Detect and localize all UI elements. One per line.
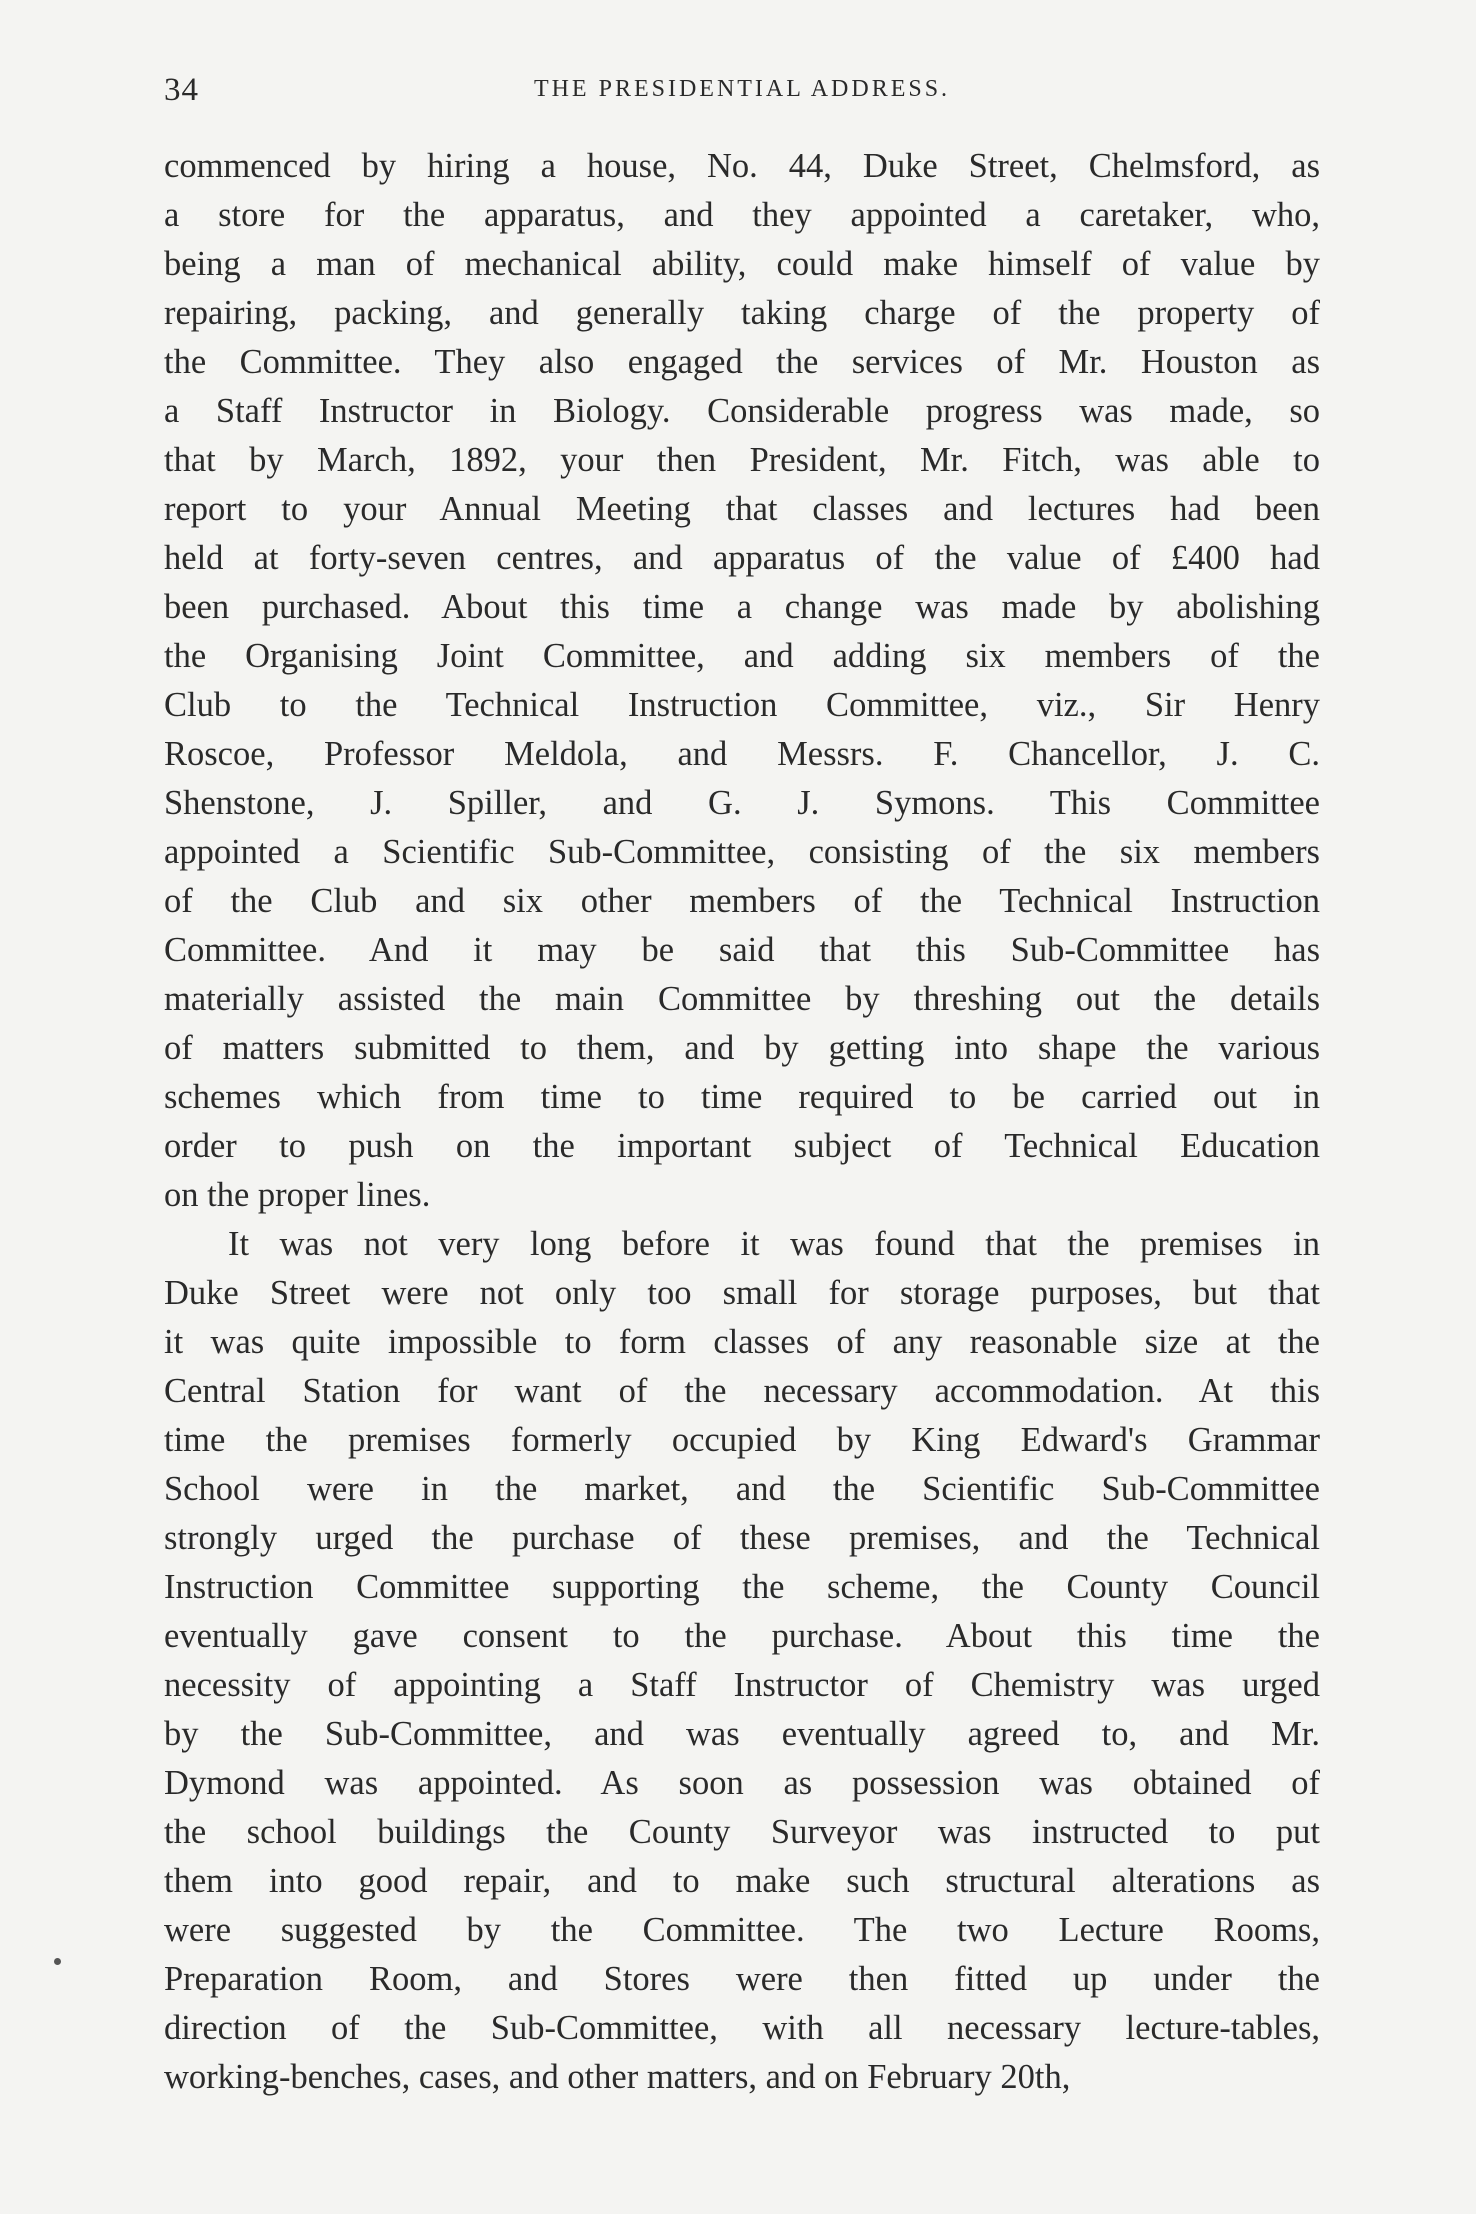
text-line: it was quite impossible to form classes of any reasonable size at the: [164, 1323, 1320, 1361]
text-line: of matters submitted to them, and by getting into shape the various: [164, 1029, 1320, 1067]
text-line: direction of the Sub-Committee, with all necessary lecture-tables,: [164, 2009, 1320, 2047]
text-line: Club to the Technical Instruction Committee, viz., Sir Henry: [164, 686, 1320, 724]
text-line: Shenstone, J. Spiller, and G. J. Symons. This Committee: [164, 784, 1320, 822]
text-line: commenced by hiring a house, No. 44, Duke Street, Chelmsford, as: [164, 147, 1320, 185]
text-line: Central Station for want of the necessary accommodation. At this: [164, 1372, 1320, 1410]
text-line: School were in the market, and the Scientific Sub-Committee: [164, 1470, 1320, 1508]
text-line: Dymond was appointed. As soon as possession was obtained of: [164, 1764, 1320, 1802]
text-line: schemes which from time to time required to be carried out in: [164, 1078, 1320, 1116]
text-line: order to push on the important subject of Technical Education: [164, 1127, 1320, 1165]
text-line: Roscoe, Professor Meldola, and Messrs. F. Chancellor, J. C.: [164, 735, 1320, 773]
text-line: a store for the apparatus, and they appointed a caretaker, who,: [164, 196, 1320, 234]
text-line: a Staff Instructor in Biology. Considerable progress was made, so: [164, 392, 1320, 430]
running-title: THE PRESIDENTIAL ADDRESS.: [533, 76, 951, 102]
text-line: them into good repair, and to make such structural alterations as: [164, 1862, 1320, 1900]
text-line: that by March, 1892, your then President, Mr. Fitch, was able to: [164, 441, 1320, 479]
text-line: Duke Street were not only too small for storage purposes, but that: [164, 1274, 1320, 1312]
text-line: held at forty-seven centres, and apparatus of the value of £400 had: [164, 539, 1320, 577]
text-line: working-benches, cases, and other matters, and on February 20th,: [164, 2058, 1071, 2096]
text-line: on the proper lines.: [164, 1176, 431, 1214]
text-line: the Organising Joint Committee, and adding six members of the: [164, 637, 1320, 675]
text-line: Preparation Room, and Stores were then fitted up under the: [164, 1960, 1320, 1998]
text-line: by the Sub-Committee, and was eventually agreed to, and Mr.: [164, 1715, 1320, 1753]
text-line: necessity of appointing a Staff Instructor of Chemistry was urged: [164, 1666, 1320, 1704]
text-line: the school buildings the County Surveyor was instructed to put: [164, 1813, 1320, 1851]
text-line: Instruction Committee supporting the scheme, the County Council: [164, 1568, 1320, 1606]
text-line: repairing, packing, and generally taking charge of the property of: [164, 294, 1320, 332]
text-line: appointed a Scientific Sub-Committee, consisting of the six members: [164, 833, 1320, 871]
text-line: of the Club and six other members of the Technical Instruction: [164, 882, 1320, 920]
text-line: It was not very long before it was found that the premises in: [228, 1225, 1320, 1263]
text-line: being a man of mechanical ability, could make himself of value by: [164, 245, 1320, 283]
text-line: been purchased. About this time a change was made by abolishing: [164, 588, 1320, 626]
page-number: 34: [164, 72, 199, 108]
text-line: the Committee. They also engaged the services of Mr. Houston as: [164, 343, 1320, 381]
running-head: [164, 72, 1320, 122]
text-line: time the premises formerly occupied by King Edward's Grammar: [164, 1421, 1320, 1459]
text-line: Committee. And it may be said that this Sub-Committee has: [164, 931, 1320, 969]
body-text: [164, 142, 1320, 2102]
text-line: materially assisted the main Committee by threshing out the details: [164, 980, 1320, 1018]
text-line: report to your Annual Meeting that classes and lectures had been: [164, 490, 1320, 528]
text-line: were suggested by the Committee. The two Lecture Rooms,: [164, 1911, 1320, 1949]
print-speck: [54, 1958, 61, 1965]
text-line: strongly urged the purchase of these premises, and the Technical: [164, 1519, 1320, 1557]
text-line: eventually gave consent to the purchase. About this time the: [164, 1617, 1320, 1655]
